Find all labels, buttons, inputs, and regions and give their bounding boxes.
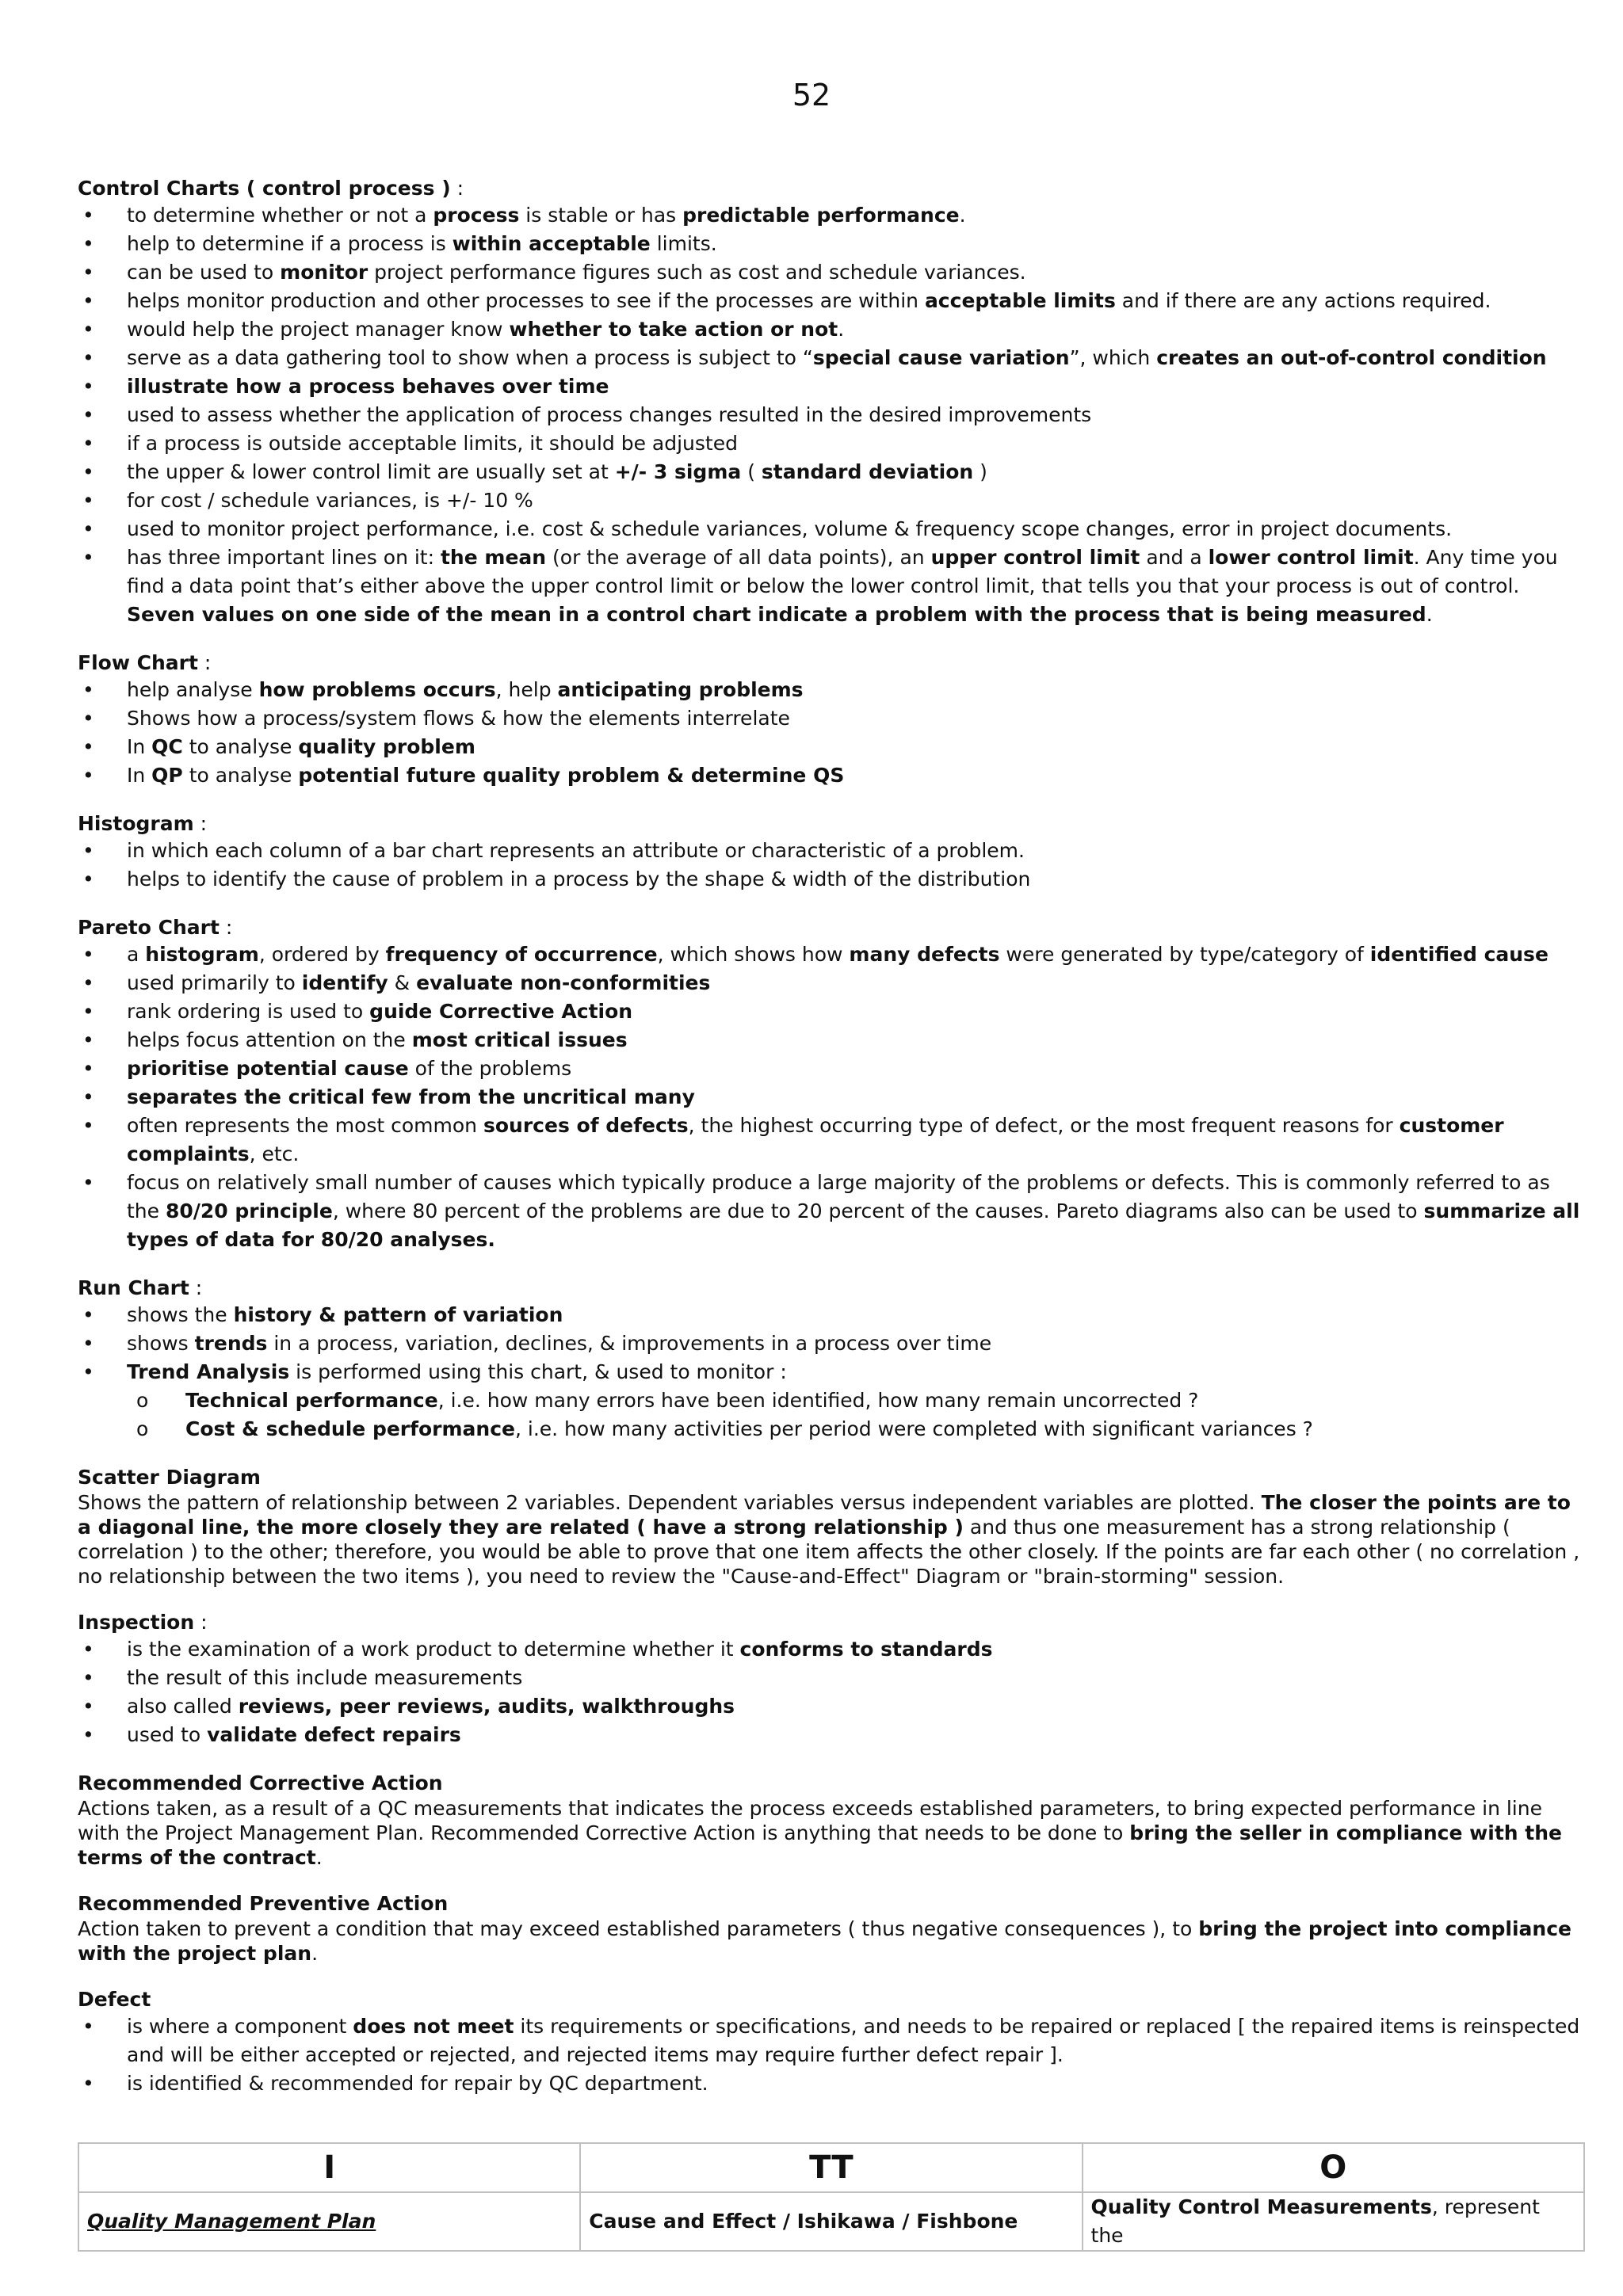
list-item: • In QC to analyse quality problem <box>78 733 1585 761</box>
bullet-list <box>78 676 1585 790</box>
list-item: • help analyse how problems occurs, help anticipating problems <box>78 676 1585 704</box>
list-item: • shows the history & pattern of variation <box>78 1301 1585 1329</box>
header-tools: TT <box>580 2143 1082 2192</box>
list-item: o Cost & schedule performance, i.e. how many activities per period were completed with significant variances ? <box>78 1415 1585 1444</box>
section-heading: Pareto Chart : <box>78 916 233 939</box>
list-item: • the upper & lower control limit are usually set at +/- 3 sigma ( standard deviation ) <box>78 458 1585 486</box>
list-item: o Technical performance, i.e. how many errors have been identified, how many remain uncorrected ? <box>78 1386 1585 1415</box>
ito-table <box>78 2142 1585 2252</box>
list-item: • the result of this include measurements <box>78 1664 1585 1692</box>
bullet-list <box>78 2012 1585 2098</box>
paragraph: Shows the pattern of relationship between 2 variables. Dependent variables versus independent variables are plotted. The closer the points are to a diagonal line, the more closely they are related ( have a strong relationship ) and thus one measurement has a strong relationship ( correlation ) to the other; therefore, you would be able to prove that one item affects the other closely. If the points are far each other ( no correlation , no relationship between the two items ), you need to review the "Cause-and-Effect" Diagram or "brain-storming" session. <box>78 1491 1580 1588</box>
list-item: • has three important lines on it: the mean (or the average of all data points), an upper control limit and a lower control limit. Any time you find a data point that’s either above the upper control limit or below the lower control limit, that tells you that your process is out of control. Seven values on one side of the mean in a control chart indicate a problem with the process that is being measured. <box>78 543 1585 629</box>
section-inspection <box>78 1610 1585 1749</box>
list-item: • help to determine if a process is within acceptable limits. <box>78 230 1585 258</box>
section-defect <box>78 1987 1585 2098</box>
section-heading: Control Charts ( control process ) : <box>78 177 464 200</box>
list-item: • used to assess whether the application of process changes resulted in the desired improvements <box>78 401 1585 429</box>
list-item: • Trend Analysis is performed using this chart, & used to monitor : <box>78 1358 1585 1386</box>
section-control-charts <box>78 176 1585 629</box>
bullet-list <box>78 1301 1585 1386</box>
list-item: • if a process is outside acceptable limits, it should be adjusted <box>78 429 1585 458</box>
paragraph: Action taken to prevent a condition that may exceed established parameters ( thus negative consequences ), to bring the project into compliance with the project plan. <box>78 1917 1571 1965</box>
list-item: • is the examination of a work product to determine whether it conforms to standards <box>78 1635 1585 1664</box>
list-item: • a histogram, ordered by frequency of occurrence, which shows how many defects were generated by type/category of identified cause <box>78 940 1585 969</box>
list-item: • also called reviews, peer reviews, audits, walkthroughs <box>78 1692 1585 1721</box>
section-pareto-chart <box>78 915 1585 1254</box>
input-cell: Quality Management Plan <box>78 2192 580 2251</box>
list-item: • helps focus attention on the most critical issues <box>78 1026 1585 1055</box>
list-item: • helps monitor production and other processes to see if the processes are within acceptable limits and if there are any actions required. <box>78 287 1585 315</box>
list-item: • in which each column of a bar chart represents an attribute or characteristic of a problem. <box>78 837 1585 865</box>
table-row <box>78 2192 1584 2251</box>
table-header-row <box>78 2143 1584 2192</box>
output-cell: Quality Control Measurements, represent the <box>1083 2192 1584 2251</box>
section-heading: Recommended Preventive Action <box>78 1892 449 1915</box>
list-item: • is where a component does not meet its requirements or specifications, and needs to be repaired or replaced [ the repaired items is reinspected and will be either accepted or rejected, and rejected items may require further defect repair ]. <box>78 2012 1585 2069</box>
list-item: • focus on relatively small number of causes which typically produce a large majority of the problems or defects. This is commonly referred to as the 80/20 principle, where 80 percent of the problems are due to 20 percent of the causes. Pareto diagrams also can be used to summarize all types of data for 80/20 analyses. <box>78 1169 1585 1254</box>
section-run-chart <box>78 1276 1585 1444</box>
list-item: • to determine whether or not a process is stable or has predictable performance. <box>78 201 1585 230</box>
list-item: • would help the project manager know whether to take action or not. <box>78 315 1585 344</box>
section-heading: Defect <box>78 1988 151 2011</box>
list-item: • used primarily to identify & evaluate non-conformities <box>78 969 1585 997</box>
list-item: • helps to identify the cause of problem in a process by the shape & width of the distribution <box>78 865 1585 894</box>
bullet-list <box>78 837 1585 894</box>
bullet-list <box>78 940 1585 1254</box>
list-item: • illustrate how a process behaves over time <box>78 372 1585 401</box>
list-item: • serve as a data gathering tool to show when a process is subject to “special cause variation”, which creates an out-of-control condition <box>78 344 1585 372</box>
section-heading: Flow Chart : <box>78 651 212 674</box>
document-body <box>78 176 1585 2119</box>
section-heading: Recommended Corrective Action <box>78 1772 443 1794</box>
bullet-list <box>78 201 1585 629</box>
list-item: • rank ordering is used to guide Corrective Action <box>78 997 1585 1026</box>
section-histogram <box>78 811 1585 894</box>
sub-bullet-list <box>78 1386 1585 1444</box>
header-inputs: I <box>78 2143 580 2192</box>
page-number: 52 <box>792 78 831 113</box>
list-item: • shows trends in a process, variation, declines, & improvements in a process over time <box>78 1329 1585 1358</box>
list-item: • is identified & recommended for repair by QC department. <box>78 2069 1585 2098</box>
list-item: • used to monitor project performance, i.e. cost & schedule variances, volume & frequency scope changes, error in project documents. <box>78 515 1585 543</box>
list-item: • Shows how a process/system flows & how the elements interrelate <box>78 704 1585 733</box>
list-item: • prioritise potential cause of the problems <box>78 1055 1585 1083</box>
tool-cell: Cause and Effect / Ishikawa / Fishbone <box>580 2192 1082 2251</box>
section-scatter-diagram <box>78 1465 1585 1589</box>
bullet-list <box>78 1635 1585 1749</box>
section-heading: Histogram : <box>78 812 208 835</box>
section-heading: Inspection : <box>78 1611 208 1634</box>
list-item: • used to validate defect repairs <box>78 1721 1585 1749</box>
section-heading: Scatter Diagram <box>78 1466 261 1489</box>
list-item: • can be used to monitor project performance figures such as cost and schedule variances. <box>78 258 1585 287</box>
paragraph: Actions taken, as a result of a QC measurements that indicates the process exceeds established parameters, to bring expected performance in line with the Project Management Plan. Recommended Corrective Action is anything that needs to be done to bring the seller in compliance with the terms of the contract. <box>78 1797 1562 1869</box>
section-heading: Run Chart : <box>78 1276 203 1299</box>
section-flow-chart <box>78 650 1585 790</box>
section-preventive-action <box>78 1891 1585 1966</box>
header-outputs: O <box>1083 2143 1584 2192</box>
list-item: • for cost / schedule variances, is +/- 10 % <box>78 486 1585 515</box>
list-item: • In QP to analyse potential future quality problem & determine QS <box>78 761 1585 790</box>
list-item: • often represents the most common sources of defects, the highest occurring type of defect, or the most frequent reasons for customer complaints, etc. <box>78 1112 1585 1169</box>
section-corrective-action <box>78 1771 1585 1870</box>
list-item: • separates the critical few from the uncritical many <box>78 1083 1585 1112</box>
